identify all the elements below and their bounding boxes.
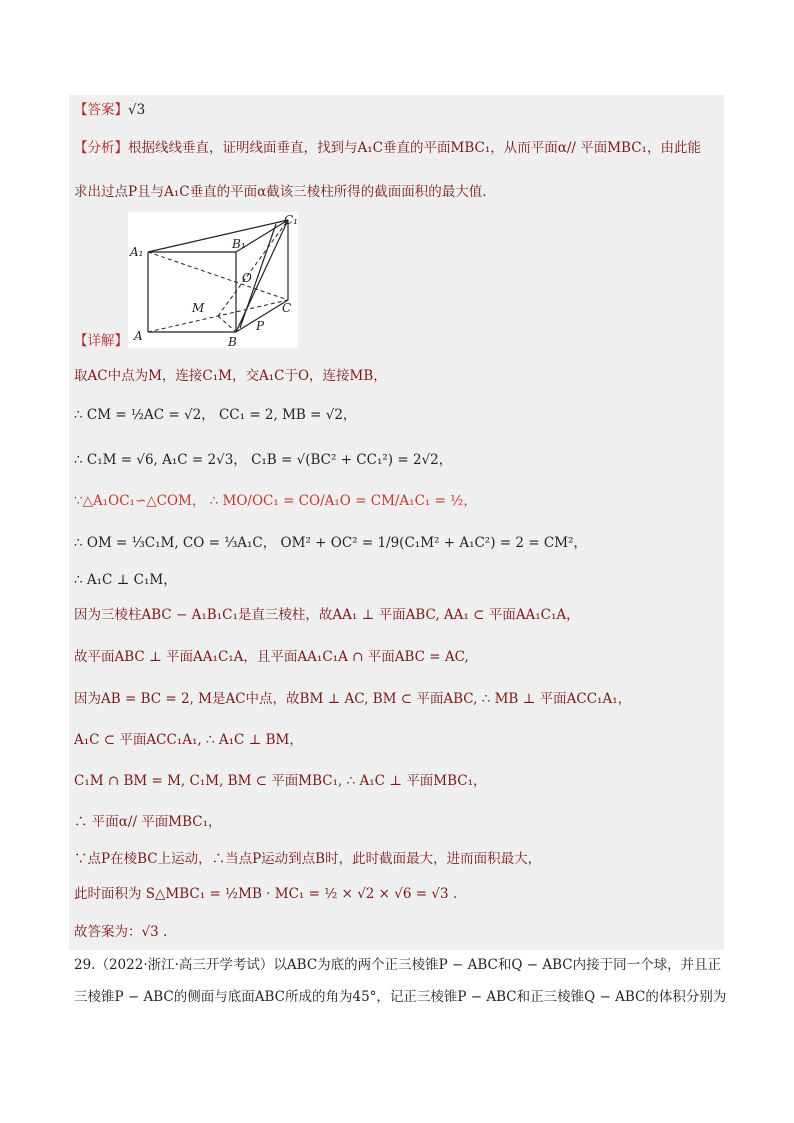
detail-line-2: ∴ CM = ½AC = √2， CC₁ = 2, MB = √2， (74, 407, 357, 423)
question-29-line-1: 29.（2022·浙江·高三开学考试）以ABC为底的两个正三棱锥P − ABC和Q − ABC内接于同一个球，并且正 (74, 957, 722, 973)
detail-line-3: ∴ C₁M = √6, A₁C = 2√3， C₁B = √(BC² + CC₁²) = 2√2， (74, 452, 453, 468)
analysis-text-1: 根据线线垂直，证明线面垂直，找到与A₁C垂直的平面MBC₁，从而平面α// 平面MBC₁，由此能 (128, 140, 701, 156)
similar-triangles: ∵△A₁OC₁∽△COM， ∴ MO/OC₁ = CO/A₁O = CM/A₁C₁ = ½， (74, 493, 477, 509)
detail-line-15: 故答案为：√3 . (74, 924, 168, 940)
prism-diagram (128, 212, 298, 348)
detail-line-14: 此时面积为 S△MBC₁ = ½MB · MC₁ = ½ × √2 × √6 = √3 . (74, 886, 458, 902)
detail-line-8: 故平面ABC ⊥ 平面AA₁C₁A，且平面AA₁C₁A ∩ 平面ABC = AC, (74, 649, 469, 665)
label-C1: C₁ (284, 213, 298, 227)
detail-line-4 (74, 492, 477, 510)
label-B: B (228, 335, 237, 348)
detail-line-1: 取AC中点为M，连接C₁M，交A₁C于O，连接MB， (74, 368, 387, 384)
analysis-line-1 (74, 139, 701, 157)
detail-line-11: C₁M ∩ BM = M, C₁M, BM ⊂ 平面MBC₁, ∴ A₁C ⊥ 平面MBC₁， (74, 773, 487, 789)
detail-line-13: ∵点P在棱BC上运动，∴当点P运动到点B时，此时截面最大，进而面积最大， (74, 851, 542, 867)
analysis-tag: 【分析】 (74, 140, 128, 156)
detail-line-7: 因为三棱柱ABC − A₁B₁C₁是直三棱柱，故AA₁ ⊥ 平面ABC, AA₁ ⊂ 平面AA₁C₁A， (74, 607, 580, 623)
label-C: C (282, 301, 292, 315)
detail-line-9: 因为AB = BC = 2, M是AC中点，故BM ⊥ AC, BM ⊂ 平面ABC, ∴ MB ⊥ 平面ACC₁A₁， (74, 691, 632, 707)
detail-tag-line (74, 332, 128, 350)
answer-value: √3 (128, 102, 146, 118)
label-M: M (192, 301, 205, 315)
label-P: P (256, 319, 265, 333)
detail-line-5: ∴ OM = ⅓C₁M, CO = ⅓A₁C， OM² + OC² = 1/9(C₁M² + A₁C²) = 2 = CM²， (74, 535, 587, 551)
detail-line-10: A₁C ⊂ 平面ACC₁A₁, ∴ A₁C ⊥ BM， (74, 732, 303, 748)
analysis-line-2: 求出过点P且与A₁C垂直的平面α截该三棱柱所得的截面面积的最大值. (74, 184, 487, 200)
detail-tag: 【详解】 (74, 333, 128, 349)
label-B1: B₁ (232, 237, 246, 251)
label-A: A (134, 329, 143, 343)
answer-tag: 【答案】 (74, 102, 128, 118)
label-A1: A₁ (130, 245, 144, 259)
detail-line-6: ∴ A₁C ⊥ C₁M， (74, 572, 177, 588)
detail-line-12: ∴ 平面α// 平面MBC₁， (74, 814, 222, 830)
label-O: O (242, 271, 252, 285)
prism-figure (128, 212, 298, 348)
answer-line (74, 101, 145, 119)
question-29-line-2: 三棱锥P − ABC的侧面与底面ABC所成的角为45°，记正三棱锥P − ABC和正三棱锥Q − ABC的体积分别为 (74, 989, 727, 1005)
